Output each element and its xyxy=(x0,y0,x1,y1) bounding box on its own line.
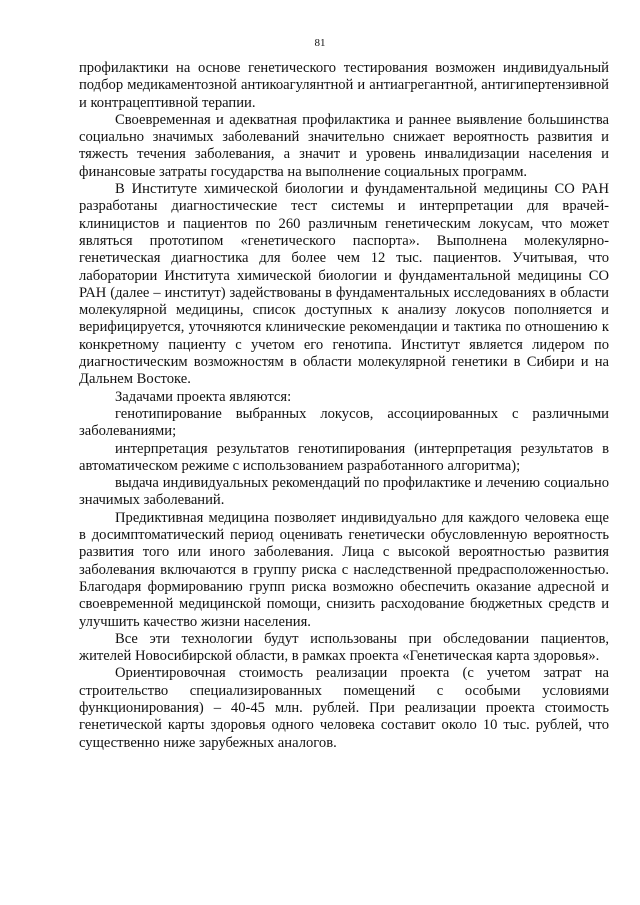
paragraph-continuation: профилактики на основе генетического тестирования возможен индивидуальный подбор медикаментозной антикоагулянтной и антиагрегантной, антигипертензивной и контрацептивной терапии. xyxy=(79,60,609,111)
task-item-interpretation: интерпретация результатов генотипирования (интерпретация результатов в автоматическом режиме с использованием разработанного алгоритма); xyxy=(79,440,609,474)
paragraph-tasks-heading: Задачами проекта являются: xyxy=(115,388,292,405)
task-item-recommendations: выдача индивидуальных рекомендаций по профилактике и лечению социально значимых заболеваний. xyxy=(79,475,609,509)
task-item-genotyping: генотипирование выбранных локусов, ассоциированных с различными заболеваниями; xyxy=(79,405,609,440)
page-number: 81 xyxy=(314,37,326,49)
document-body xyxy=(79,60,609,752)
paragraph-cost: Ориентировочная стоимость реализации проекта (с учетом затрат на строительство специализированных помещений с особыми условиями функционирования) – 40-45 млн. рублей. При реализации проекта стоимость генетической карты здоровья одного человека составит около 10 тыс. рублей, что существенно ниже зарубежных аналогов. xyxy=(79,665,609,751)
paragraph-prevention: Своевременная и адекватная профилактика и раннее выявление большинства социально значимых заболеваний значительно снижает вероятность развития и тяжесть течения заболевания, а значит и уровень инвалидизации населения и финансовые затраты государства на выполнение социальных программ. xyxy=(79,111,609,180)
paragraph-technologies: Все эти технологии будут использованы при обследовании пациентов, жителей Новосибирской области, в рамках проекта «Генетическая карта здоровья». xyxy=(79,630,609,665)
paragraph-predictive-medicine: Предиктивная медицина позволяет индивидуально для каждого человека еще в досимптоматический период оценивать генетически обусловленную вероятность развития того или иного заболевания. Лица с высокой вероятностью развития заболевания включаются в группу риска с наследственной предрасположенностью. Благодаря формированию групп риска возможно обеспечить оказание адресной и своевременной медицинской помощи, снизить расходование бюджетных средств и улучшить качество жизни населения. xyxy=(79,509,609,630)
paragraph-institute: В Институте химической биологии и фундаментальной медицины СО РАН разработаны диагностические тест системы и интерпретации для врачей-клиницистов и пациентов по 260 различным генетическим локусам, что может являться прототипом «генетического паспорта». Выполнена молекулярно-генетическая диагностика для более чем 12 тыс. пациентов. Учитывая, что лаборатории Института химической биологии и фундаментальной медицины СО РАН (далее – институт) задействованы в фундаментальных исследованиях в области молекулярной медицины, список доступных к анализу локусов пополняется и верифицируется, уточняются клинические рекомендации и тактика по отношению к конкретному пациенту с учетом его генотипа. Институт является лидером по диагностическим возможностям в области молекулярной генетики в Сибири и на Дальнем Востоке. xyxy=(79,181,609,388)
